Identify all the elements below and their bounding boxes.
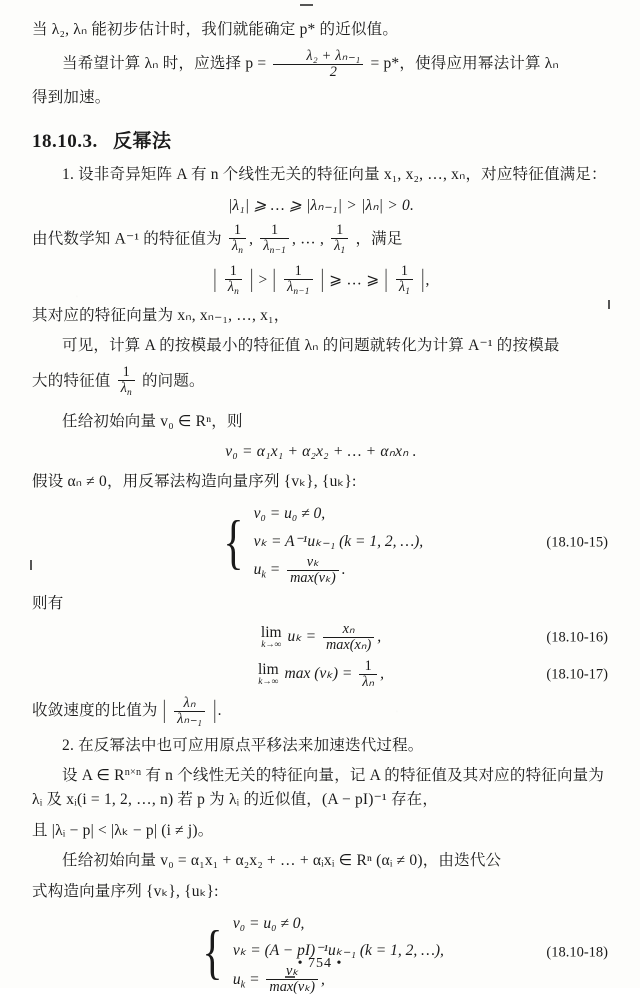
section-number: 18.10.3. [32,131,98,153]
fraction-denominator: $\lambda_n$ [225,279,242,298]
brace-group [32,910,610,995]
equation-v0-expansion: v₀ = α₁x₁ + α₂x₂ + … + αₙxₙ . [225,443,417,461]
fraction-p-definition [273,49,363,80]
abs-bar: | [213,696,217,724]
equation-block-18-10-16 [32,622,610,653]
fraction-convergence [174,696,205,727]
equation-body: lim k→∞ uₖ = $\frac{\text{xₙ}}{\text{max(xₙ)}}$ , [260,621,382,654]
equation-line-3: $u_k$ = $\frac{\text{vₖ}}{\text{max(vₖ)}}$ , [232,963,325,996]
text-iteration-lead: 任给初始向量 v₀ = α₁x₁ + α₂x₂ + … + αᵢxᵢ ∈ Rⁿ (αᵢ ≠ 0)，由迭代公 [62,852,502,870]
equation-tag: (18.10-16) [546,629,608,646]
text-largest-lead: 大的特征值 [32,372,111,390]
fraction-numerator: 1 [271,222,279,239]
paragraph-iteration-formula: 式构造向量序列 {vₖ}, {uₖ}: [32,882,219,900]
paragraph-shift-condition: 且 |λᵢ − p| < |λₖ − p| (i ≠ j)。 [32,821,214,839]
fraction-denominator: $\lambda_1$ [396,279,413,298]
text-largest-tail: 的问题。 [141,372,205,390]
fraction-inv-lambda-n [229,223,246,257]
fraction-numerator: λ₂ + λₙ₋₁ [306,47,361,64]
text-inverse-lead: 由代数学知 A⁻¹ 的特征值为 [32,230,222,248]
limit-label: lim [260,624,282,642]
abs-bar: | [272,266,276,294]
fraction-denominator: $\lambda_1$ [331,238,348,257]
fraction-numerator: 1 [400,262,409,279]
fraction-denominator: max(vₖ) [266,979,318,995]
section-heading [32,126,610,153]
fraction-inv-1 [396,264,413,298]
paragraph-inverse-eigs: 由代数学知 A⁻¹ 的特征值为 $\frac{1}{\lambda_n}$ , $\frac{1}{\lambda_{n-1}}$ , … , $\frac{1}{\lambda_1}$ ，满足 [32,222,403,257]
text-choose-p-lead: 当希望计算 λₙ 时，应选择 p = [62,54,267,72]
abs-bar: | [384,266,388,294]
text-smallest-lead: 可见，计算 A 的按模最小的特征值 λₙ 的问题就转化为计算 A⁻¹ 的按模最 [62,337,560,355]
fraction-inv-n-1 [284,264,313,298]
equation-lines [254,500,424,585]
equation-block-18-10-18 [32,910,610,995]
fraction-inv-lambda-1 [331,223,348,257]
equation-line-1: v₀ = u₀ ≠ 0, [232,915,305,933]
fraction-one-over-lambda-n [118,365,135,399]
scan-artifact-top [300,4,313,6]
abs-bar: | [213,266,217,294]
fraction-numerator: 1 [122,363,130,380]
text-inverse-tail: ，满足 [355,230,403,248]
equation-inverse-order: | $\frac{1}{\lambda_n}$ | > | $\frac{1}{\lambda_{n-1}}$ | ⩾ … ⩾ | $\frac{1}{\lambda_1}$ |, [32,264,610,298]
fraction-denominator: $\lambda_n$ [118,380,135,399]
fraction-numerator: vₖ [286,963,299,980]
fraction-inv-n [225,264,242,298]
equation-tag: (18.10-17) [546,666,608,683]
paragraph-initial-vector: 任给初始向量 v₀ ∈ Rⁿ，则 [62,412,243,430]
paragraph-corresponding-vectors: 其对应的特征向量为 xₙ, xₙ₋₁, …, x₁， [32,306,290,324]
page-number: • 754 • [297,956,343,971]
paragraph-shift-setup [32,764,610,811]
limit-subscript: k→∞ [261,639,282,650]
abs-bar: | [320,266,325,294]
abs-bar: | [250,266,254,294]
fraction-numerator: xₙ [342,621,355,638]
text-shift-lead: 设 A ∈ R [62,767,125,785]
section-title: 反幂法 [113,131,172,153]
paragraph-estimate-p: 当 λ₂, λₙ 能初步估计时，我们就能确定 p* 的近似值。 [32,21,399,38]
limit-label: lim [258,661,279,679]
fraction-numerator: λₙ [183,695,196,711]
equation-block-18-10-15 [32,500,610,585]
matrix-dimension: n×n [124,767,142,779]
fraction-inv-lambda-n1 [260,223,289,257]
equation-body: lim k→∞ max (vₖ) = $\frac{1}{\text{λₙ}}$ , [258,658,384,691]
fraction-numerator: 1 [336,222,344,239]
equation-line-2: vₖ = (A − pI)⁻¹uₖ₋₁ (k = 1, 2, …), [232,942,444,960]
paragraph-item-2: 2. 在反幂法中也可应用原点平移法来加速迭代过程。 [62,736,424,754]
left-brace: { [223,509,244,576]
equation-eigenvalue-order: |λ₁| ⩾ … ⩾ |λₙ₋₁| > |λₙ| > 0. [227,196,415,214]
brace-group [32,500,610,585]
paragraph-choose-p [32,49,610,80]
fraction-denominator: $\lambda_n$ [229,238,246,257]
fraction-numerator: 1 [229,262,238,279]
text-choose-p-tail: = p*，使得应用幂法计算 λₙ [370,54,559,72]
fraction-denominator: $\lambda_{n-1}$ [260,238,289,257]
fraction-denominator: $\lambda_{n-1}$ [284,279,313,298]
paragraph-item-1: 1. 设非奇异矩阵 A 有 n 个线性无关的特征向量 x₁, x₂, …, xₙ，对应特征值满足： [62,166,607,184]
text-shift-body: 有 n 个线性无关的特征向量，记 A 的特征值及其对应的特征向量为 λᵢ 及 xᵢ(i = 1, 2, …, n) 若 p 为 λᵢ 的近似值，(A − pI)⁻¹ 存在， [32,767,605,809]
fraction-denominator: λₙ [359,674,377,690]
page-content [32,18,610,1001]
equation-tag: (18.10-15) [546,534,608,551]
equation-line-3: $u_k$ = $\frac{\text{vₖ}}{\text{max(vₖ)}}$ . [253,553,346,586]
fraction-denominator: max(vₖ) [287,570,339,586]
fraction-uk [287,555,339,586]
fraction-numerator: 1 [364,658,372,675]
fraction-numerator: 1 [233,222,242,239]
paragraph-iteration-setup [32,849,610,873]
limit-operator [261,625,282,650]
fraction-denominator: max(xₙ) [323,637,374,653]
abs-bar: | [162,696,166,724]
limit-subscript: k→∞ [258,676,279,687]
paragraph-smallest-eigen [32,334,610,358]
equation-lhs: max (vₖ) = [284,665,353,683]
left-brace: { [202,919,223,986]
equation-block-18-10-17 [32,659,610,690]
equation-lhs: uₖ = [287,628,317,646]
paragraph-accelerate: 得到加速。 [32,89,111,107]
equation-lines [233,910,444,995]
paragraph-then: 则有 [32,594,64,612]
paragraph-assume-alpha: 假设 αₙ ≠ 0，用反幂法构造向量序列 {vₖ}, {uₖ}: [32,472,357,490]
fraction-limit-uk [323,622,374,653]
limit-operator [258,662,279,687]
fraction-numerator: 1 [294,262,302,279]
fraction-denominator: 2 [273,64,363,80]
text-convergence-lead: 收敛速度的比值为 [32,702,158,720]
fraction-denominator: λₙ₋₁ [174,711,205,727]
paragraph-largest-eigen [32,365,610,399]
abs-bar: | [421,266,425,294]
paragraph-convergence-ratio: 收敛速度的比值为 | $\frac{\text{λₙ}}{\text{λₙ₋₁}}$ |. [32,696,610,727]
equation-line-1: v₀ = u₀ ≠ 0, [253,505,326,523]
equation-tag: (18.10-18) [546,944,608,961]
equation-line-2: vₖ = A⁻¹uₖ₋₁ (k = 1, 2, …), [253,532,424,550]
fraction-limit-max [359,659,377,690]
fraction-numerator: vₖ [306,553,320,570]
